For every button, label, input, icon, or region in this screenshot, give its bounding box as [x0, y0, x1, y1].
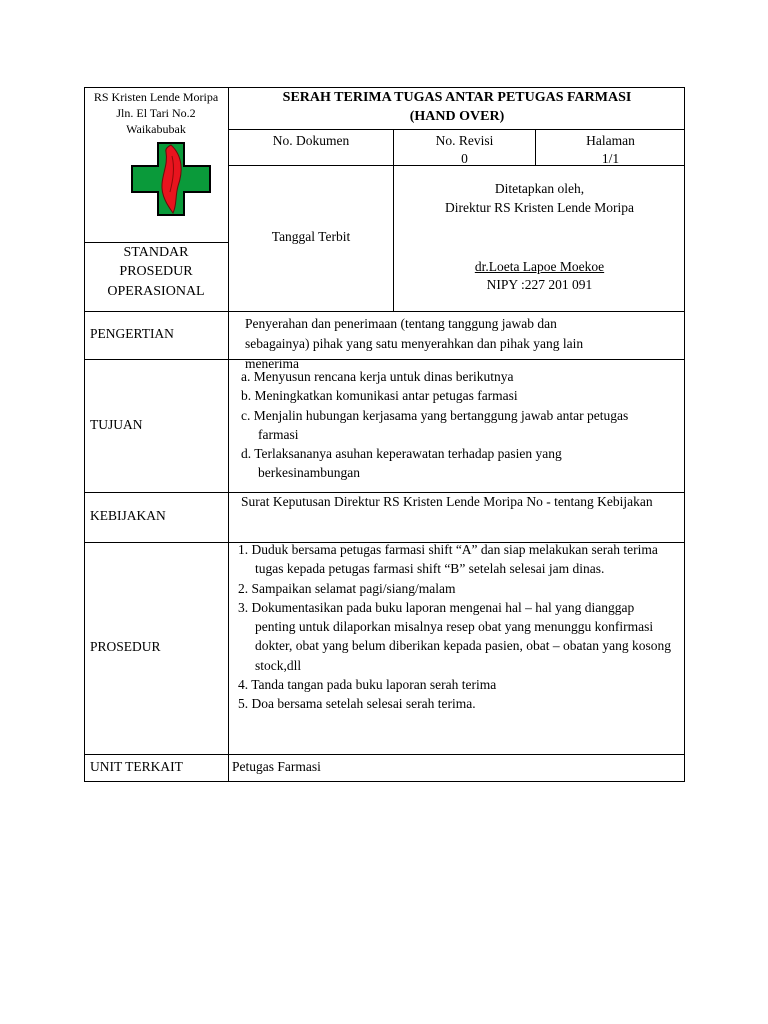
- document-title-line1: SERAH TERIMA TUGAS ANTAR PETUGAS FARMASI: [282, 90, 632, 105]
- kebijakan-label: KEBIJAKAN: [90, 508, 166, 523]
- kebijakan-text: Surat Keputusan Direktur RS Kristen Lende Moripa No - tentang Kebijakan: [241, 494, 653, 509]
- list-item: a. Menyusun rencana kerja untuk dinas berikutnya: [241, 369, 514, 384]
- list-item: d. Terlaksananya asuhan keperawatan terhadap pasien yang berkesinambungan: [241, 446, 562, 481]
- approved-by-line1: Ditetapkan oleh,: [494, 181, 585, 196]
- revision-label: No. Revisi: [435, 133, 494, 148]
- list-item: c. Menjalin hubungan kerjasama yang bertanggung jawab antar petugas farmasi: [241, 407, 629, 442]
- list-item: b. Meningkatkan komunikasi antar petugas farmasi: [241, 388, 518, 404]
- sop-document: [84, 87, 685, 782]
- signer-name: dr.Loeta Lapoe Moekoe: [474, 259, 605, 274]
- prosedur-label: PROSEDUR: [90, 639, 161, 654]
- list-item: 1. Duduk bersama petugas farmasi shift “A” dan siap melakukan serah terima tugas kepada petugas farmasi shift “B” setelah selesai jam dinas.: [238, 542, 658, 577]
- page-value: 1/1: [601, 151, 620, 166]
- issue-date-label: Tanggal Terbit: [271, 229, 351, 244]
- pengertian-text: Penyerahan dan penerimaan (tentang tanggung jawab dan sebagainya) pihak yang satu menyerahkan dan pihak yang lain menerima: [245, 316, 584, 371]
- list-item: 4. Tanda tangan pada buku laporan serah terima: [238, 677, 497, 693]
- hospital-name: RS Kristen Lende Moripa: [93, 90, 219, 104]
- prosedur-divider: [84, 754, 685, 755]
- column-divider: [228, 87, 229, 782]
- approved-by-line2: Direktur RS Kristen Lende Moripa: [445, 200, 634, 215]
- document-title-line2: (HAND OVER): [409, 109, 505, 124]
- sop-label-line1: STANDAR: [123, 245, 189, 260]
- list-item: 2. Sampaikan selamat pagi/siang/malam: [238, 580, 456, 596]
- unit-terkait-text: Petugas Farmasi: [232, 759, 321, 774]
- tujuan-list: [241, 367, 641, 483]
- signer-nipy: NIPY :227 201 091: [486, 277, 593, 292]
- sop-label-line3: OPERASIONAL: [107, 284, 205, 299]
- hospital-address-line1: Jln. El Tari No.2: [116, 106, 196, 120]
- tujuan-label: TUJUAN: [90, 417, 143, 432]
- prosedur-list: [238, 540, 678, 714]
- green-cross-red-flame-icon: [131, 142, 211, 216]
- page-label: Halaman: [586, 133, 635, 148]
- pengertian-divider: [84, 359, 685, 360]
- list-item: 3. Dokumentasikan pada buku laporan mengenai hal – hal yang dianggap penting untuk dilaporkan misalnya resep obat yang menunggu konfirmasi dokter, obat yang belum diberikan kepada pasien, obat – obatan yang kosong stock,dll: [238, 599, 671, 673]
- list-item: 5. Doa bersama setelah selesai serah terima.: [238, 696, 476, 712]
- unit-terkait-label: UNIT TERKAIT: [90, 759, 183, 774]
- hospital-address-line2: Waikabubak: [126, 122, 186, 136]
- doc-number-label: No. Dokumen: [272, 133, 350, 148]
- sop-label-line2: PROSEDUR: [119, 264, 193, 279]
- revision-value: 0: [461, 151, 468, 166]
- title-row-divider: [228, 129, 685, 130]
- pengertian-label: PENGERTIAN: [90, 326, 174, 341]
